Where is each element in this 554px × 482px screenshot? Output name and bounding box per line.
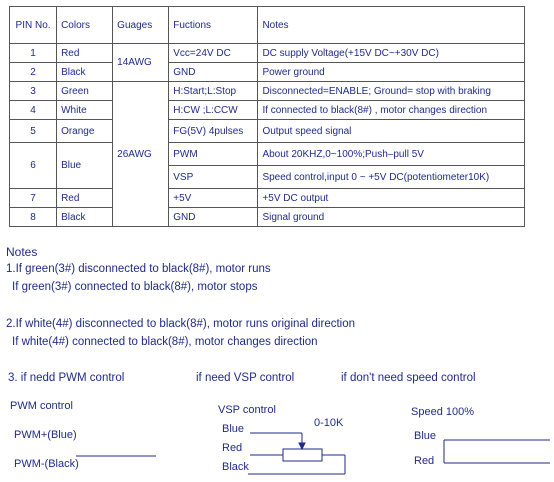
pin-function: GND xyxy=(169,208,258,227)
section3-vsp-heading: if need VSP control xyxy=(196,372,295,384)
pin-note: Disconnected=ENABLE; Ground= stop with braking xyxy=(258,82,525,101)
pin-note: About 20KHZ,0~100%;Push–pull 5V xyxy=(258,143,525,166)
pin-number: 4 xyxy=(10,101,57,120)
speed-blue-label: Blue xyxy=(414,430,437,442)
wire-color: Black xyxy=(57,63,113,82)
pin-number: 1 xyxy=(10,44,57,63)
pin-function: Vcc=24V DC xyxy=(169,44,258,63)
note-line-3: 2.If white(4#) disconnected to black(8#), motor runs original direction xyxy=(6,318,356,330)
pin-function: H:Start;L:Stop xyxy=(169,82,258,101)
pin-note: Power ground xyxy=(258,63,525,82)
pin-number: 3 xyxy=(10,82,57,101)
pin-number: 2 xyxy=(10,63,57,82)
wire-color: Green xyxy=(57,82,113,101)
pin-number: 6 xyxy=(10,143,57,189)
pin-note: DC supply Voltage(+15V DC~+30V DC) xyxy=(258,44,525,63)
pin-function: GND xyxy=(169,63,258,82)
pin-function: H:CW ;L:CCW xyxy=(169,101,258,120)
note-line-2: If green(3#) connected to black(8#), motor stops xyxy=(12,281,258,293)
pin-function: +5V xyxy=(169,189,258,208)
speed-red-label: Red xyxy=(414,455,435,467)
wire-color: Black xyxy=(57,208,113,227)
gauge-14awg: 14AWG xyxy=(113,44,169,82)
pwm-plus-label: PWM+(Blue) xyxy=(14,429,77,441)
header-gauges: Guages xyxy=(113,7,169,44)
pwm-minus-label: PWM-(Black) xyxy=(14,458,79,470)
vsp-blue-label: Blue xyxy=(222,423,245,435)
potentiometer-label: 0-10K xyxy=(314,417,344,429)
pin-number: 5 xyxy=(10,120,57,143)
wire-color: Orange xyxy=(57,120,113,143)
pin-note: Signal ground xyxy=(258,208,525,227)
wiper-arrow-icon xyxy=(299,443,305,449)
speed-100-title: Speed 100% xyxy=(411,406,474,418)
notes-title: Notes xyxy=(6,245,38,259)
pin-function: FG(5V) 4pulses xyxy=(169,120,258,143)
pin-number: 8 xyxy=(10,208,57,227)
pin-note: Speed control,input 0 ~ +5V DC(potentiometer10K) xyxy=(258,166,525,189)
wire-color: White xyxy=(57,101,113,120)
pin-function: VSP xyxy=(169,166,258,189)
note-line-1: 1.If green(3#) disconnected to black(8#), motor runs xyxy=(6,263,271,275)
header-colors: Colors xyxy=(57,7,113,44)
section3-nospeed-heading: if don't need speed control xyxy=(341,372,476,384)
pin-function: PWM xyxy=(169,143,258,166)
vsp-control-title: VSP control xyxy=(218,404,276,416)
vsp-black-label: Black xyxy=(222,461,249,473)
wire-color: Blue xyxy=(57,143,113,189)
header-notes: Notes xyxy=(258,7,525,44)
wire-color: Red xyxy=(57,44,113,63)
wire-color: Red xyxy=(57,189,113,208)
pwm-control-title: PWM control xyxy=(10,400,73,412)
pin-note: If connected to black(8#) , motor changes direction xyxy=(258,101,525,120)
potentiometer-resistor xyxy=(283,449,322,461)
vsp-red-label: Red xyxy=(222,442,243,454)
note-line-4: If white(4#) connected to black(8#), motor changes direction xyxy=(12,336,318,348)
pin-note: Output speed signal xyxy=(258,120,525,143)
gauge-26awg: 26AWG xyxy=(113,82,169,227)
header-pin: PIN No. xyxy=(10,7,57,44)
header-functions: Fuctions xyxy=(169,7,258,44)
section3-pwm-heading: 3. if nedd PWM control xyxy=(8,372,125,384)
pin-note: +5V DC output xyxy=(258,189,525,208)
pin-number: 7 xyxy=(10,189,57,208)
